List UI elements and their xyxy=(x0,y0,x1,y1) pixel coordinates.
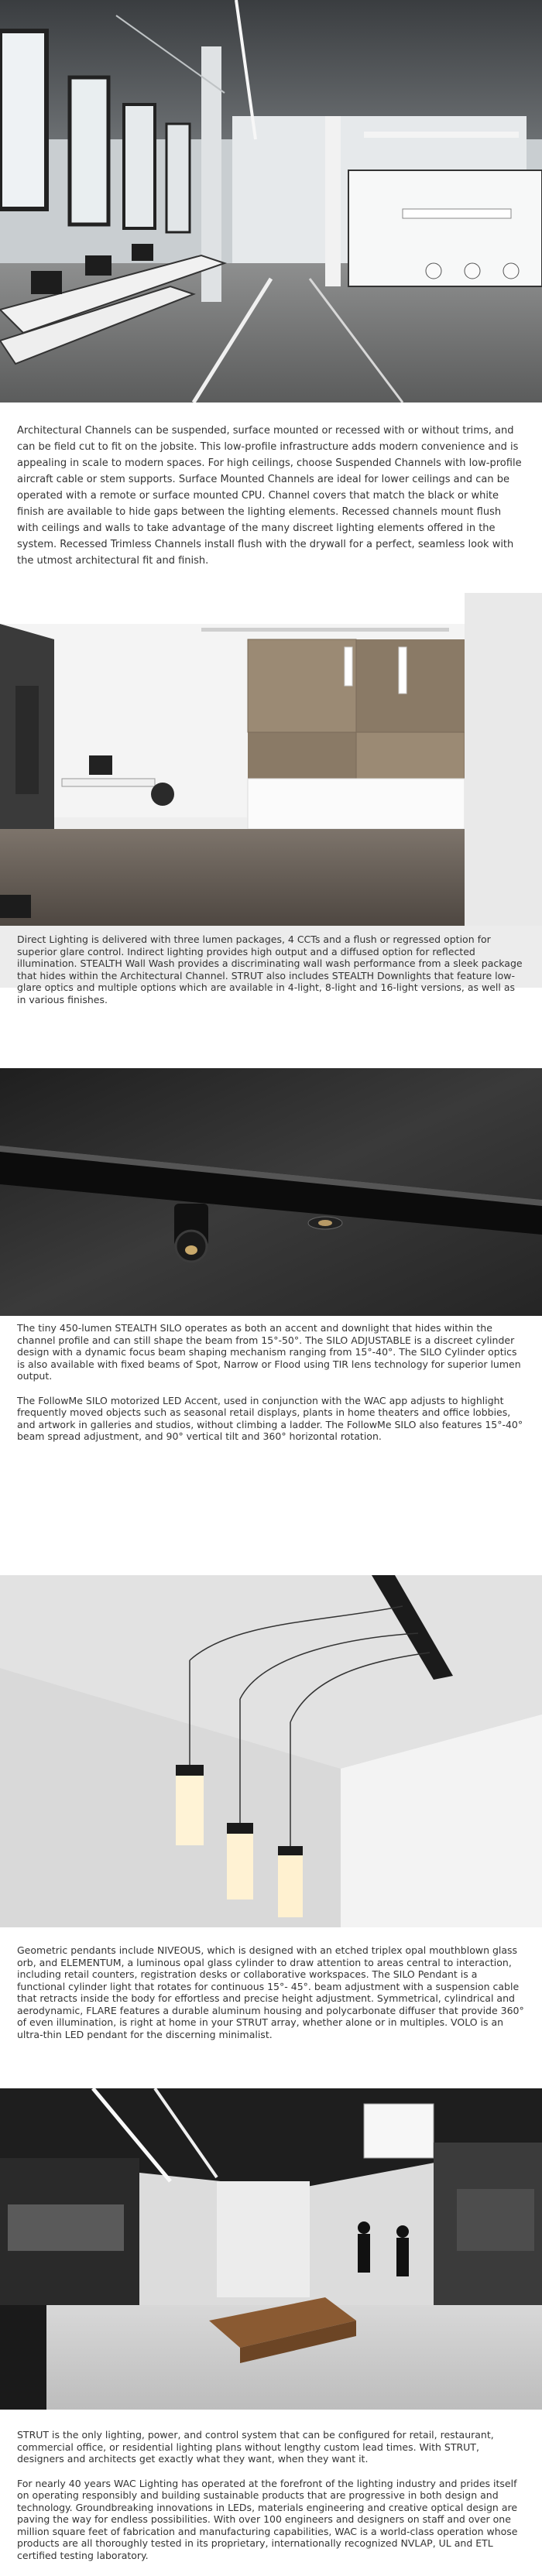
channel-closeup-illustration xyxy=(0,1068,542,1316)
office-photo xyxy=(0,0,542,402)
followme-paragraph: The FollowMe SILO motorized LED Accent, used in conjunction with the WAC app adjusts to highlight frequently moved objects such as seasonal retail displays, plants in home theaters and office lobbies, and artwork in galleries and studios, without climbing a ladder. The FollowMe SILO also features 15°-40° beam spread adjustment, and 90° vertical tilt and 360° horizontal rotation. xyxy=(17,1394,523,1442)
direct-lighting-section xyxy=(0,771,542,1005)
channel-closeup-photo xyxy=(0,1068,542,1316)
silo-paragraph: The tiny 450-lumen STEALTH SILO operates as both an accent and downlight that hides within the channel profile and can still shape the beam from 15°-50°. The SILO ADJUSTABLE is a discreet cylinder design with a dynamic focus beam shaping mechanism ranging from 15°-40°. The SILO Cylinder optics is also available with fixed beams of Spot, Narrow or Flood using TIR lens technology for superior lumen output. xyxy=(17,1322,521,1382)
direct-lighting-paragraph: Direct Lighting is delivered with three lumen packages, 4 CCTs and a flush or regressed option for superior glare control. Indirect lighting provides high output and a diffused option for reflected illumination. STEALTH Wall Wash provides a discriminating wall wash performance from a sleek package that hides within the Architectural Channel. STRUT also includes STEALTH Downlights that feature low-glare optics and multiple options which are available in 4-light, 8-light and 16-light versions, as well as in various finishes. xyxy=(17,933,523,1005)
strut-paragraph: STRUT is the only lighting, power, and control system that can be configured for retail, restaurant, commercial office, or residential lighting plans without lengthy custom lead times. With STRUT, designers and architects get exactly what they want, when they want it. xyxy=(17,2429,494,2465)
pendants-illustration xyxy=(0,1575,542,1927)
strut-text-section xyxy=(0,2410,542,2561)
office-illustration xyxy=(0,0,542,402)
channels-text-section xyxy=(0,402,542,593)
retail-store-illustration xyxy=(0,2088,542,2410)
pendants-text-section xyxy=(0,1927,542,2088)
channels-paragraph: Architectural Channels can be suspended, surface mounted or recessed with or without trims, and can be field cut to fit on the jobsite. This low-profile infrastructure adds modern convenience and is appealing in scale to modern spaces. For high ceilings, choose Suspended Channels with low-profile aircraft cable or stem supports. Surface Mounted Channels are ideal for lower ceilings and can be operated with a remote or surface mounted CPU. Channel covers that match the black or white finish are available to hide gaps between the lighting elements. Recessed channels mount flush with ceilings and walls to take advantage of the many discreet lighting elements offered in the system. Recessed Trimless Channels install flush with the drywall for a perfect, seamless look with the utmost architectural fit and finish. xyxy=(17,425,522,567)
silo-text-section xyxy=(0,1316,542,1575)
pendants-photo xyxy=(0,1575,542,1927)
retail-store-photo xyxy=(0,2088,542,2410)
pendants-paragraph: Geometric pendants include NIVEOUS, which is designed with an etched triplex opal mouthblown glass orb, and ELEMENTUM, a luminous opal glass cylinder to draw attention to areas central to interaction, including retail counters, registration desks or collaborative workspaces. The SILO Pendant is a functional cylinder light that rotates for continuous 15°- 45°. beam adjustment with a suspension cable that retracts inside the body for effortless and precise height adjustment. Symmetrical, cylindrical and aerodynamic, FLARE features a durable aluminum housing and polycarbonate diffuser that provide 360° of even illumination, is right at home in your STRUT array, whether alone or in multiples. VOLO is an ultra-thin LED pendant for the discerning minimalist. xyxy=(17,1944,524,2040)
wac-paragraph: For nearly 40 years WAC Lighting has operated at the forefront of the lighting industry and prides itself on operating responsibly and building sustainable products that are progressive in both design and technology. Groundbreaking innovations in LEDs, materials engineering and creative optical design are paving the way for endless possibilities. With over 100 engineers and designers on staff and over one million square feet of fabrication and manufacturing capabilities, WAC is a world-class operation whose products are all thoroughly tested in its proprietary, internationally recognized NVLAP, UL and ETL certified testing laboratory. xyxy=(17,2477,518,2561)
